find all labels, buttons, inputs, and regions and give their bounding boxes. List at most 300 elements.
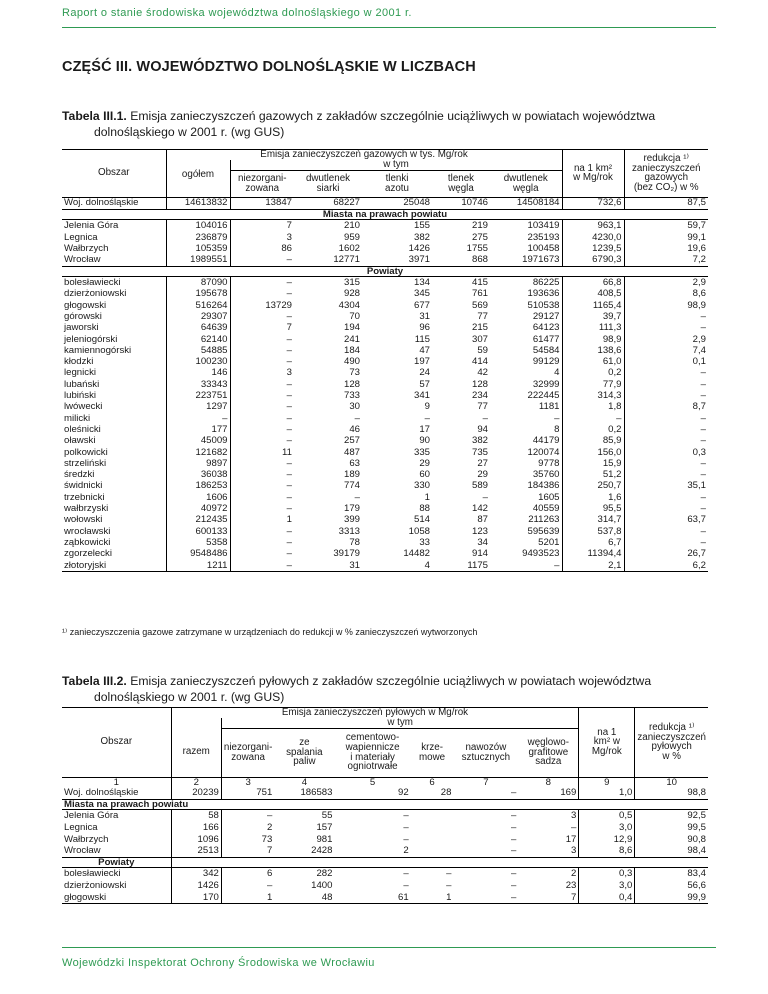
value-cell: 66,8 <box>562 277 624 289</box>
value-cell: 4 <box>490 368 562 379</box>
value-cell: – <box>286 480 292 492</box>
value-cell: 928 <box>343 288 360 300</box>
value-cell: 1181 <box>490 402 562 413</box>
area-name: Jelenia Góra <box>62 810 171 822</box>
value-cell: 0,4 <box>579 892 635 904</box>
table-row <box>62 537 708 548</box>
value-cell: 8,6 <box>579 845 635 857</box>
value-cell: 282 <box>316 868 333 880</box>
value-cell: – <box>490 413 562 424</box>
value-cell: – <box>286 457 292 469</box>
table-row <box>62 515 708 526</box>
value-cell: 30 <box>349 401 360 413</box>
header-h_co: tlenek węgla <box>432 170 490 197</box>
value-cell: 121682 <box>166 447 230 458</box>
table1-footnote: ¹⁾ zanieczyszczenia gazowe zatrzymane w urządzeniach do redukcji w % zanieczyszczeń wytworzonych <box>62 627 478 637</box>
area-name: lwówecki <box>62 402 166 413</box>
value-cell: – <box>700 378 706 390</box>
value-cell: 194 <box>343 322 360 334</box>
value-cell: 86225 <box>490 277 562 289</box>
table1-caption <box>62 108 722 140</box>
value-cell: 733 <box>343 390 360 402</box>
table-row <box>62 469 708 480</box>
value-cell: 195678 <box>166 289 230 300</box>
value-cell: 115 <box>414 333 430 345</box>
value-cell: 2,9 <box>692 277 706 289</box>
table-row <box>62 458 708 469</box>
value-cell: 90 <box>419 435 430 447</box>
value-cell: 2513 <box>171 845 221 857</box>
value-cell: 19,6 <box>687 242 706 254</box>
value-cell: 210 <box>343 220 360 232</box>
value-cell: 13729 <box>265 299 292 311</box>
value-cell: – <box>286 356 292 368</box>
area-name: zgorzelecki <box>62 548 166 559</box>
column-number: 4 <box>274 777 334 787</box>
value-cell: 8 <box>490 424 562 435</box>
value-cell: 7 <box>518 892 579 904</box>
value-cell: 87,5 <box>624 197 708 209</box>
value-cell: 73 <box>261 833 273 845</box>
header-h_niezorg: niezorgani- zowana <box>223 741 273 763</box>
value-cell: 63 <box>349 457 360 469</box>
area-name: Legnica <box>62 232 166 243</box>
value-cell: 514 <box>413 514 430 526</box>
column-number: 6 <box>411 777 454 787</box>
value-cell: 222445 <box>490 390 562 401</box>
value-cell: – <box>286 525 292 537</box>
header-reduction: redukcja ¹⁾ zanieczyszczeń pyłowych w % <box>635 708 708 778</box>
value-cell: – <box>700 311 706 322</box>
value-cell: 128 <box>343 378 360 390</box>
value-cell: 27 <box>477 457 488 469</box>
value-cell: 98,9 <box>562 334 624 345</box>
area-name: Wałbrzych <box>62 834 171 846</box>
area-name: milicki <box>62 413 166 424</box>
value-cell: 11 <box>282 446 292 458</box>
area-name: kamiennogórski <box>62 345 166 356</box>
value-cell: 9778 <box>490 458 562 469</box>
value-cell: 315 <box>343 277 360 289</box>
value-cell: 46 <box>349 423 360 435</box>
area-name: wrocławski <box>62 526 166 537</box>
value-cell: 61 <box>334 892 410 904</box>
value-cell: 58 <box>171 810 221 822</box>
value-cell: 14613832 <box>166 197 230 209</box>
value-cell: 99,5 <box>687 821 706 833</box>
table-row <box>62 254 708 266</box>
table-row <box>62 277 708 289</box>
value-cell: 184 <box>343 344 360 356</box>
area-name: jaworski <box>62 322 166 333</box>
value-cell: 510538 <box>490 300 562 311</box>
value-cell: – <box>286 277 292 289</box>
value-cell: 48 <box>274 892 334 904</box>
value-cell: 569 <box>471 299 488 311</box>
table2-caption-line2: dolnośląskiego w 2001 r. (wg GUS) <box>94 690 285 704</box>
value-cell: 68227 <box>294 197 362 209</box>
header-obszar: Obszar <box>62 708 171 778</box>
value-cell: 36038 <box>166 469 230 480</box>
area-name: średzki <box>62 469 166 480</box>
table2 <box>62 707 708 904</box>
table-row <box>62 435 708 446</box>
table1 <box>62 149 708 572</box>
value-cell: 1605 <box>490 492 562 503</box>
value-cell: 134 <box>413 277 430 289</box>
value-cell: 3971 <box>362 254 432 266</box>
footer-rule <box>62 947 716 948</box>
value-cell: – <box>403 868 409 880</box>
value-cell: 186583 <box>274 787 334 799</box>
value-cell: 77 <box>477 311 488 322</box>
section-powiaty: Powiaty <box>62 266 708 277</box>
value-cell: 399 <box>343 514 360 526</box>
header-reduction: redukcja ¹⁾ zanieczyszczeń gazowych (bez CO₂) w % <box>624 150 708 198</box>
table-row <box>62 232 708 243</box>
value-cell: 40559 <box>490 503 562 514</box>
value-cell: 32999 <box>490 379 562 390</box>
table-row <box>62 402 708 413</box>
value-cell: 4304 <box>338 299 360 311</box>
value-cell: 31 <box>294 560 362 572</box>
value-cell: 95,5 <box>562 503 624 514</box>
table-row <box>62 368 708 379</box>
table-row <box>62 379 708 390</box>
value-cell: 64123 <box>490 322 562 333</box>
area-name: Woj. dolnośląskie <box>62 787 171 799</box>
value-cell: 589 <box>471 480 488 492</box>
value-cell: 7 <box>221 845 274 857</box>
value-cell: 146 <box>166 368 230 379</box>
area-name: dzierżoniowski <box>62 289 166 300</box>
header-h_wegl: węglowo- grafitowe sadza <box>518 728 579 777</box>
value-cell <box>411 822 454 834</box>
value-cell: 223751 <box>166 390 230 401</box>
value-cell: 56,6 <box>687 879 706 891</box>
table-row <box>62 447 708 458</box>
value-cell: 120074 <box>490 447 562 458</box>
area-name: Legnica <box>62 822 171 834</box>
value-cell <box>411 834 454 846</box>
value-cell: 31 <box>419 311 430 322</box>
value-cell: – <box>700 536 706 548</box>
table-row <box>62 822 708 834</box>
value-cell: 4230,0 <box>562 232 624 243</box>
value-cell: – <box>453 845 518 857</box>
value-cell: 1175 <box>432 560 490 572</box>
value-cell: 335 <box>413 446 430 458</box>
value-cell: 1989551 <box>166 254 230 266</box>
value-cell: 7,4 <box>692 344 706 356</box>
table-row <box>62 220 708 232</box>
header-spacer <box>171 718 221 728</box>
section-powiaty: Powiaty <box>62 857 171 868</box>
header-h_co2: dwutlenek węgla <box>490 170 562 197</box>
value-cell: 1297 <box>166 402 230 413</box>
value-cell: 44179 <box>490 435 562 446</box>
value-cell: 1400 <box>311 879 333 891</box>
value-cell: 234 <box>471 390 488 402</box>
value-cell: 33 <box>419 536 430 548</box>
value-cell: 28 <box>411 787 454 799</box>
value-cell: 10746 <box>432 197 490 209</box>
value-cell: 157 <box>316 821 333 833</box>
value-cell: 1,6 <box>562 492 624 503</box>
header-rule <box>62 27 716 28</box>
value-cell: 235193 <box>490 232 562 243</box>
value-cell: 59,7 <box>687 220 706 232</box>
value-cell: 342 <box>171 868 221 880</box>
value-cell: – <box>403 821 409 833</box>
value-cell: 63,7 <box>687 514 706 526</box>
value-cell: 516264 <box>166 300 230 311</box>
value-cell: 57 <box>419 378 430 390</box>
table-row <box>62 197 708 209</box>
table-row <box>62 390 708 401</box>
table-row <box>62 300 708 311</box>
value-cell: 13847 <box>230 197 294 209</box>
value-cell: 100458 <box>490 243 562 254</box>
value-cell: 345 <box>413 288 430 300</box>
value-cell: 5201 <box>490 537 562 548</box>
value-cell: 94 <box>477 423 488 435</box>
area-name: Jelenia Góra <box>62 220 166 232</box>
value-cell: 2 <box>518 868 579 880</box>
value-cell: 98,9 <box>687 299 706 311</box>
area-name: legnicki <box>62 368 166 379</box>
section-cities: Miasta na prawach powiatu <box>62 799 274 810</box>
value-cell: 212435 <box>166 515 230 526</box>
value-cell: 98,4 <box>635 845 708 857</box>
value-cell: 330 <box>413 480 430 492</box>
value-cell: – <box>482 412 488 424</box>
value-cell: 70 <box>349 311 360 322</box>
value-cell: 20239 <box>171 787 221 799</box>
value-cell: 111,3 <box>562 322 624 333</box>
area-name: polkowicki <box>62 447 166 458</box>
table2-label: Tabela III.2. <box>62 674 127 688</box>
value-cell: 155 <box>413 220 430 232</box>
value-cell: 39179 <box>333 548 360 560</box>
value-cell: 12771 <box>294 254 362 266</box>
value-cell: 1 <box>424 491 430 503</box>
value-cell: 6,2 <box>624 560 708 572</box>
value-cell: 382 <box>413 231 430 243</box>
value-cell: 45009 <box>166 435 230 446</box>
value-cell: 241 <box>343 333 360 345</box>
value-cell: 105359 <box>166 243 230 254</box>
value-cell: – <box>700 457 706 469</box>
value-cell: 1602 <box>338 242 360 254</box>
table-row <box>62 810 708 822</box>
value-cell: – <box>230 560 294 572</box>
part-title: CZĘŚĆ III. WOJEWÓDZTWO DOLNOŚLĄSKIE W LICZBACH <box>62 59 476 75</box>
area-name: świdnicki <box>62 481 166 492</box>
value-cell: – <box>700 423 706 435</box>
value-cell: 156,0 <box>562 447 624 458</box>
value-cell: – <box>562 413 624 424</box>
value-cell: – <box>518 822 579 834</box>
area-name: oławski <box>62 435 166 446</box>
page-footer: Wojewódzki Inspektorat Ochrony Środowiska we Wrocławiu <box>62 957 375 969</box>
value-cell: 1 <box>221 892 274 904</box>
table-row <box>62 560 708 572</box>
column-number-row <box>62 777 708 787</box>
value-cell: 169 <box>518 787 579 799</box>
value-cell: 60 <box>419 469 430 481</box>
value-cell: 250,7 <box>562 481 624 492</box>
value-cell: 7 <box>286 322 292 334</box>
value-cell: 382 <box>471 435 488 447</box>
value-cell: 307 <box>471 333 488 345</box>
value-cell: 98,8 <box>635 787 708 799</box>
table-row <box>62 243 708 254</box>
value-cell: – <box>510 879 517 891</box>
value-cell: 6790,3 <box>562 254 624 266</box>
value-cell: 12,9 <box>579 834 635 846</box>
table-row <box>62 356 708 367</box>
table-row <box>62 834 708 846</box>
value-cell: 7 <box>286 220 292 232</box>
value-cell: 15,9 <box>562 458 624 469</box>
value-cell: 3,0 <box>579 822 635 834</box>
value-cell: – <box>230 254 294 266</box>
value-cell: 61477 <box>490 334 562 345</box>
value-cell: – <box>700 525 706 537</box>
value-cell: 0,5 <box>579 810 635 822</box>
table-row <box>62 526 708 537</box>
value-cell: 761 <box>471 288 488 300</box>
value-cell: – <box>424 412 430 424</box>
value-cell: – <box>700 390 706 402</box>
value-cell: – <box>403 879 409 891</box>
column-number: 7 <box>453 777 518 787</box>
value-cell: 8,6 <box>692 288 706 300</box>
value-cell: – <box>510 868 517 880</box>
value-cell: – <box>700 367 706 379</box>
value-cell: 963,1 <box>562 220 624 232</box>
value-cell: 600133 <box>166 526 230 537</box>
table-row <box>62 424 708 435</box>
area-name: wołowski <box>62 515 166 526</box>
value-cell: – <box>453 892 518 904</box>
column-number: 9 <box>579 777 635 787</box>
value-cell: 1 <box>411 892 454 904</box>
value-cell: 0,3 <box>692 446 706 458</box>
value-cell: – <box>700 491 706 503</box>
value-cell: 236879 <box>166 232 230 243</box>
value-cell: 5358 <box>166 537 230 548</box>
value-cell: 33343 <box>166 379 230 390</box>
value-cell: 99129 <box>490 356 562 367</box>
value-cell: 128 <box>471 378 488 390</box>
value-cell: 77 <box>477 401 488 413</box>
header-razem: razem <box>171 728 221 777</box>
value-cell: 26,7 <box>687 548 706 560</box>
value-cell: 142 <box>471 503 488 515</box>
value-cell: 177 <box>166 424 230 435</box>
header-group: Emisja zanieczyszczeń gazowych w tys. Mg/rok <box>166 150 562 160</box>
value-cell: 211263 <box>490 515 562 526</box>
value-cell: 85,9 <box>562 435 624 446</box>
value-cell: 1426 <box>171 880 221 892</box>
table-row <box>62 548 708 559</box>
value-cell: 54584 <box>490 345 562 356</box>
table1-caption-line2: dolnośląskiego w 2001 r. (wg GUS) <box>94 125 285 139</box>
value-cell: 868 <box>432 254 490 266</box>
value-cell: 1971673 <box>490 254 562 266</box>
value-cell: 3,0 <box>579 880 635 892</box>
value-cell: 751 <box>221 787 274 799</box>
value-cell: 3 <box>286 367 292 379</box>
value-cell: – <box>286 344 292 356</box>
value-cell: 193636 <box>490 289 562 300</box>
value-cell: 537,8 <box>562 526 624 537</box>
value-cell: 275 <box>471 231 488 243</box>
header-ogolem: ogółem <box>166 170 230 197</box>
value-cell: – <box>286 536 292 548</box>
value-cell: 59 <box>477 344 488 356</box>
header-per-km: na 1 km² w Mg/rok <box>579 708 635 778</box>
value-cell: 0,2 <box>562 424 624 435</box>
header-h_niezorg: niezorgani- zowana <box>230 170 294 197</box>
value-cell: – <box>510 833 517 845</box>
value-cell: 490 <box>343 356 360 368</box>
table-row <box>62 892 708 904</box>
table2-caption-line1: Emisja zanieczyszczeń pyłowych z zakładów szczególnie uciążliwych w powiatach województwa <box>130 674 652 688</box>
value-cell: 92,5 <box>687 810 706 822</box>
value-cell: 23 <box>518 880 579 892</box>
table1-label: Tabela III.1. <box>62 109 127 123</box>
value-cell: 1,8 <box>562 402 624 413</box>
section-cities: Miasta na prawach powiatu <box>62 209 708 220</box>
value-cell: 186253 <box>166 481 230 492</box>
value-cell: 83,4 <box>687 868 706 880</box>
value-cell: 99,1 <box>687 231 706 243</box>
area-name: lubiński <box>62 390 166 401</box>
section-filler <box>274 799 708 810</box>
value-cell: – <box>286 435 292 447</box>
area-name: Wrocław <box>62 845 171 857</box>
area-name: głogowski <box>62 300 166 311</box>
value-cell: 9897 <box>166 458 230 469</box>
area-name: bolesławiecki <box>62 868 171 880</box>
value-cell: 415 <box>471 277 488 289</box>
header-h_so2: dwutlenek siarki <box>294 170 362 197</box>
value-cell: 87 <box>477 514 488 526</box>
value-cell: 4 <box>362 560 432 572</box>
value-cell: – <box>700 412 706 424</box>
value-cell: 774 <box>343 480 360 492</box>
value-cell: 487 <box>343 446 360 458</box>
value-cell: 732,6 <box>562 197 624 209</box>
value-cell: 2,9 <box>692 333 706 345</box>
value-cell: 29307 <box>166 311 230 322</box>
value-cell: – <box>286 333 292 345</box>
value-cell: 595639 <box>490 526 562 537</box>
table-row <box>62 311 708 322</box>
value-cell: – <box>453 787 518 799</box>
value-cell: – <box>286 288 292 300</box>
value-cell: – <box>490 560 562 572</box>
area-name: Wałbrzych <box>62 243 166 254</box>
value-cell: 170 <box>171 892 221 904</box>
header-wtym: w tym <box>221 718 578 728</box>
value-cell: 40972 <box>166 503 230 514</box>
value-cell: – <box>700 503 706 515</box>
header-wtym: w tym <box>230 160 562 170</box>
